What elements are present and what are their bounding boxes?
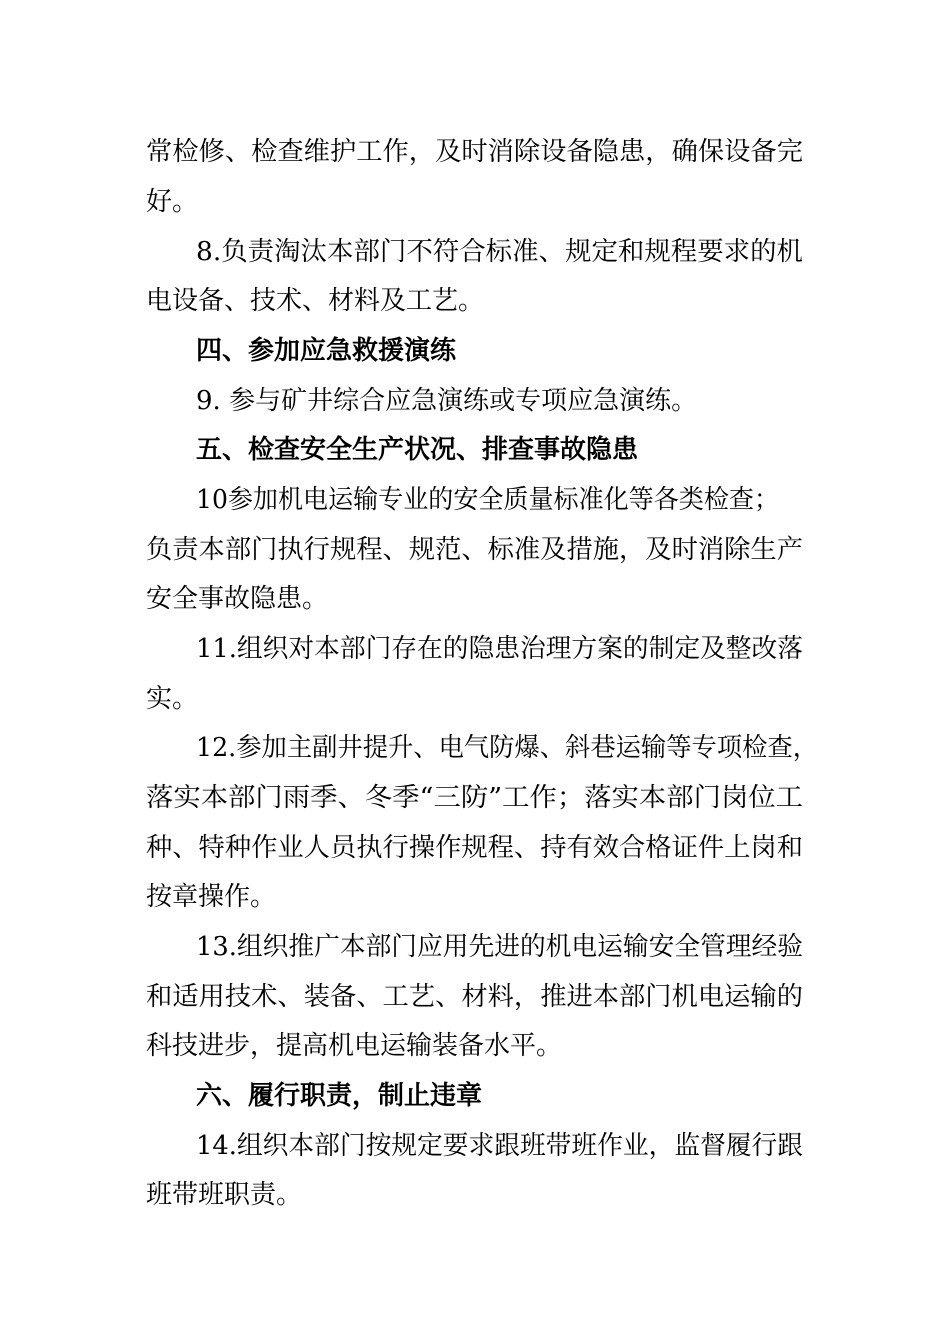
paragraph-line: 种、特种作业人员执行操作规程、持有效合格证件上岗和 bbox=[146, 833, 803, 863]
paragraph-line: 落实本部门雨季、冬季“三防”工作；落实本部门岗位工 bbox=[146, 783, 803, 813]
section-heading: 四、参加应急救援演练 bbox=[196, 336, 457, 366]
paragraph-line: 班带班职责。 bbox=[146, 1180, 303, 1210]
paragraph-line: 10参加机电运输专业的安全质量标准化等各类检查； bbox=[196, 485, 779, 515]
section-heading: 六、履行职责，制止违章 bbox=[196, 1081, 483, 1111]
paragraph-line: 12.参加主副井提升、电气防爆、斜巷运输等专项检查， bbox=[196, 733, 818, 763]
section-heading: 五、检查安全生产状况、排查事故隐患 bbox=[196, 435, 639, 465]
paragraph-line: 负责本部门执行规程、规范、标准及措施，及时消除生产 bbox=[146, 535, 803, 565]
paragraph-line: 电设备、技术、材料及工艺。 bbox=[146, 286, 485, 316]
paragraph-line: 科技进步，提高机电运输装备水平。 bbox=[146, 1031, 563, 1061]
paragraph-line: 安全事故隐患。 bbox=[146, 584, 329, 614]
paragraph-line: 常检修、检查维护工作，及时消除设备隐患，确保设备完 bbox=[146, 137, 803, 167]
paragraph-line: 好。 bbox=[146, 187, 199, 217]
paragraph-line: 按章操作。 bbox=[146, 882, 277, 912]
paragraph-line: 11.组织对本部门存在的隐患治理方案的制定及整改落 bbox=[196, 634, 803, 664]
paragraph-line: 13.组织推广本部门应用先进的机电运输安全管理经验 bbox=[196, 932, 803, 962]
paragraph-line: 实。 bbox=[146, 684, 199, 714]
paragraph-line: 9. 参与矿井综合应急演练或专项应急演练。 bbox=[196, 386, 698, 416]
paragraph-line: 14.组织本部门按规定要求跟班带班作业，监督履行跟 bbox=[196, 1131, 803, 1161]
paragraph-line: 8.负责淘汰本部门不符合标准、规定和规程要求的机 bbox=[196, 237, 803, 267]
paragraph-line: 和适用技术、装备、工艺、材料，推进本部门机电运输的 bbox=[146, 982, 803, 1012]
